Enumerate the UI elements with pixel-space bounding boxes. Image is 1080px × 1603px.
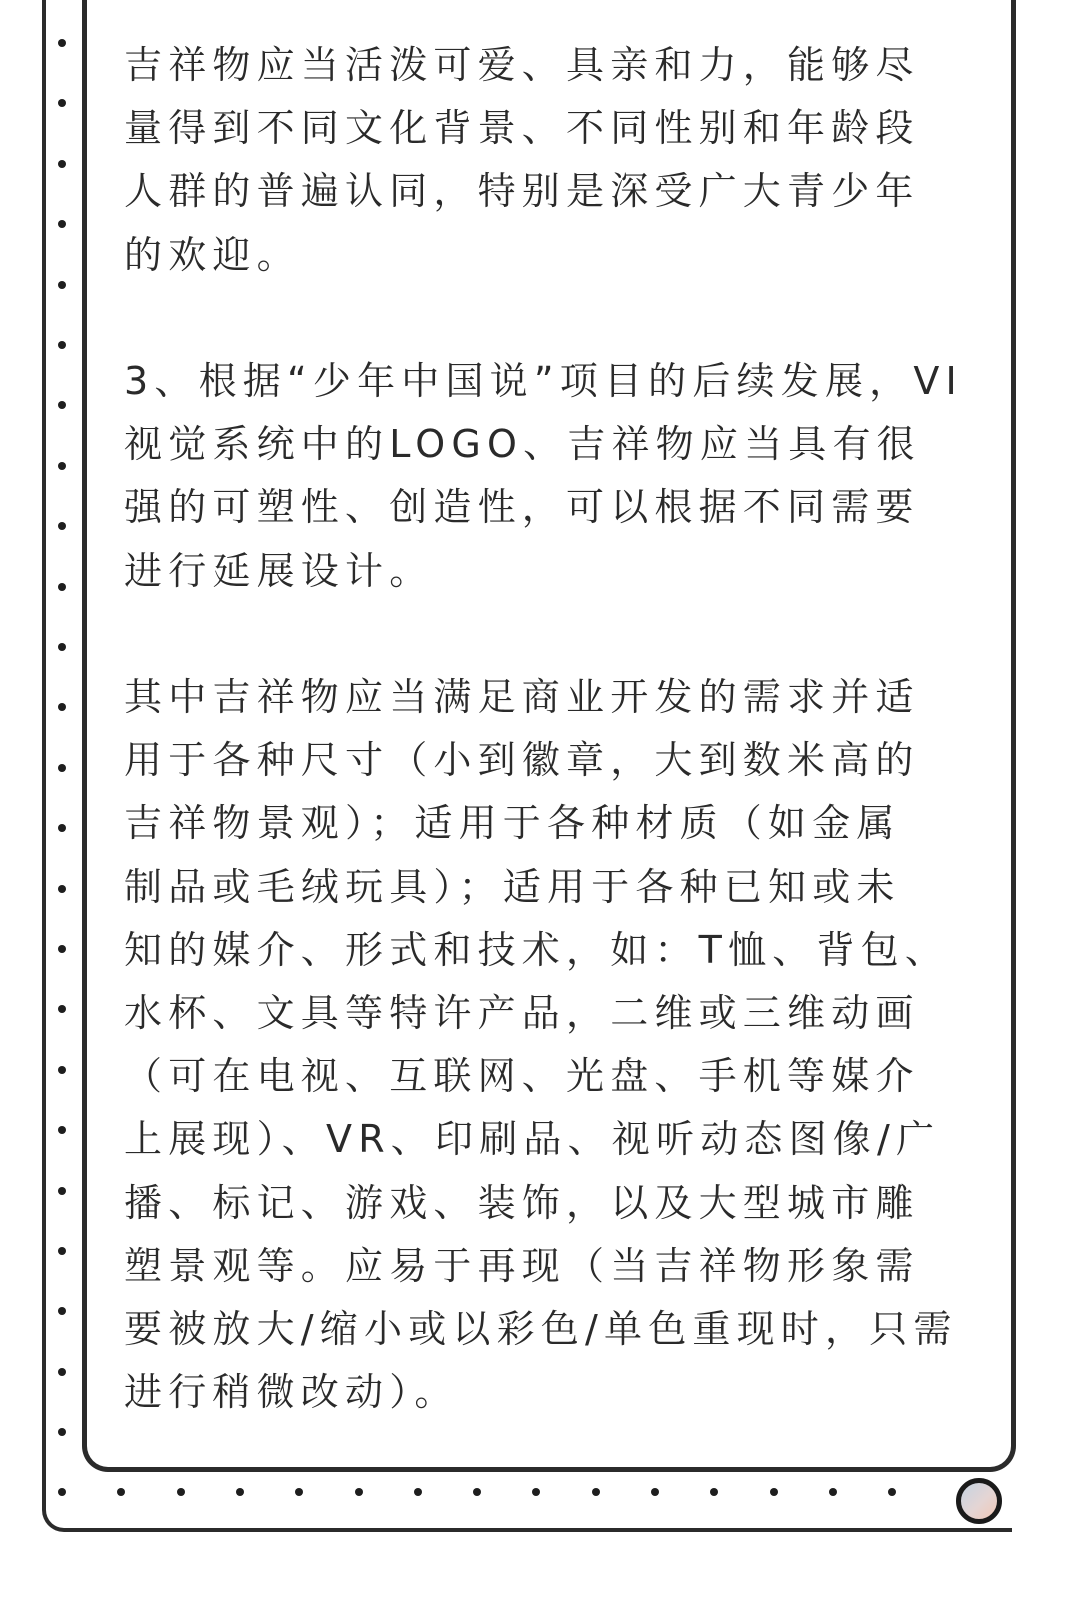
article-body [124, 34, 974, 1424]
paragraph-mascot-applications: 其中吉祥物应当满足商业开发的需求并适 用于各种尺寸（小到徽章，大到数米高的 吉祥物景观）；适用于各种材质（如金属 制品或毛绒玩具）；适用于各种已知或未 知的媒介、形式和技术，如：T恤、背包、 水杯、文具等特许产品，二维或三维动画 （可在电视、互联网、光盘、手机等媒介 上展现）、VR、印刷品、视听动态图像/广 播、标记、游戏、装饰，以及大型城市雕 塑景观等。应易于再现（当吉祥物形象需 要被放大/缩小或以彩色/单色重现时，只需 进行稍微改动）。 [124, 675, 958, 1415]
border-dot [58, 341, 66, 349]
border-dot [58, 1066, 66, 1074]
border-dot [58, 1488, 66, 1496]
border-dot [58, 281, 66, 289]
border-dot [58, 764, 66, 772]
border-dot [651, 1488, 659, 1496]
corner-ring-icon [956, 1478, 1002, 1524]
border-dot [58, 1368, 66, 1376]
border-dot [58, 160, 66, 168]
paragraph-mascot-appeal: 吉祥物应当活泼可爱、具亲和力，能够尽 量得到不同文化背景、不同性别和年龄段 人群的普遍认同，特别是深受广大青少年 的欢迎。 [124, 43, 920, 277]
border-dot [236, 1488, 244, 1496]
border-dot [58, 39, 66, 47]
border-dot [58, 643, 66, 651]
border-dot [592, 1488, 600, 1496]
border-dot [58, 885, 66, 893]
border-dot [58, 945, 66, 953]
border-dot [58, 462, 66, 470]
border-dot [355, 1488, 363, 1496]
border-dot [58, 583, 66, 591]
border-dot [414, 1488, 422, 1496]
border-dot [829, 1488, 837, 1496]
border-dot [770, 1488, 778, 1496]
border-dot [58, 1187, 66, 1195]
border-dot [177, 1488, 185, 1496]
paragraph-vi-extensibility: 3、根据“少年中国说”项目的后续发展，VI 视觉系统中的LOGO、吉祥物应当具有很 强的可塑性、创造性，可以根据不同需要 进行延展设计。 [124, 359, 963, 593]
border-dot [58, 1247, 66, 1255]
